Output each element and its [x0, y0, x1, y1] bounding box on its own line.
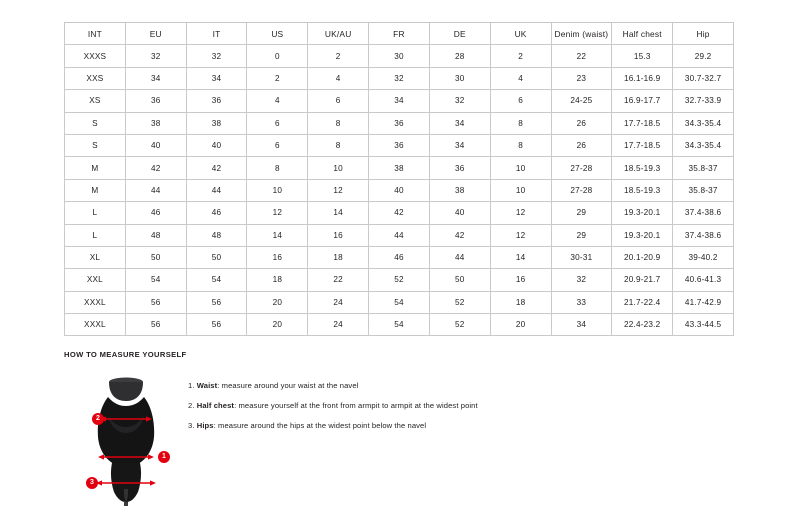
table-cell: 12: [247, 202, 308, 224]
table-cell: 6: [247, 134, 308, 156]
table-cell: 6: [247, 112, 308, 134]
table-cell: 34: [429, 134, 490, 156]
table-cell: 29.2: [673, 45, 734, 67]
table-row: [65, 224, 734, 246]
table-cell: 44: [429, 246, 490, 268]
table-cell: 54: [125, 269, 186, 291]
table-cell: XL: [65, 246, 126, 268]
table-cell: 24: [308, 291, 369, 313]
table-cell: 24-25: [551, 90, 612, 112]
table-row: [65, 314, 734, 336]
table-cell: 34.3-35.4: [673, 134, 734, 156]
table-cell: 26: [551, 134, 612, 156]
table-cell: 44: [369, 224, 430, 246]
table-cell: 34.3-35.4: [673, 112, 734, 134]
table-cell: 46: [186, 202, 247, 224]
table-cell: 36: [186, 90, 247, 112]
table-cell: 54: [369, 291, 430, 313]
table-cell: XS: [65, 90, 126, 112]
table-cell: 18.5-19.3: [612, 157, 673, 179]
table-cell: 54: [369, 314, 430, 336]
table-cell: 43.3-44.5: [673, 314, 734, 336]
column-header: INT: [65, 23, 126, 45]
table-cell: XXXL: [65, 314, 126, 336]
table-row: [65, 179, 734, 201]
table-cell: 8: [308, 112, 369, 134]
table-cell: 4: [490, 67, 551, 89]
table-cell: 32: [551, 269, 612, 291]
table-cell: 14: [308, 202, 369, 224]
measure-note-label: Hips: [196, 421, 214, 430]
how-to-measure-section: [64, 350, 764, 506]
table-cell: 18.5-19.3: [612, 179, 673, 201]
table-cell: 20: [247, 291, 308, 313]
column-header: Half chest: [612, 23, 673, 45]
table-cell: 12: [490, 224, 551, 246]
table-row: [65, 269, 734, 291]
table-cell: 35.8-37: [673, 157, 734, 179]
table-cell: 18: [490, 291, 551, 313]
table-cell: 16.9-17.7: [612, 90, 673, 112]
column-header: EU: [125, 23, 186, 45]
table-cell: 35.8-37: [673, 179, 734, 201]
table-cell: 46: [125, 202, 186, 224]
table-cell: 34: [369, 90, 430, 112]
table-cell: 21.7-22.4: [612, 291, 673, 313]
measure-note-index: 3.: [188, 421, 195, 430]
table-cell: 34: [186, 67, 247, 89]
table-cell: 33: [551, 291, 612, 313]
table-header-row: [65, 23, 734, 45]
column-header: IT: [186, 23, 247, 45]
table-row: [65, 45, 734, 67]
table-cell: 28: [429, 45, 490, 67]
table-cell: 2: [308, 45, 369, 67]
table-cell: 52: [429, 314, 490, 336]
how-to-measure-title: HOW TO MEASURE YOURSELF: [64, 350, 187, 359]
table-cell: 6: [308, 90, 369, 112]
table-cell: 50: [429, 269, 490, 291]
table-cell: 34: [429, 112, 490, 134]
table-cell: 19.3-20.1: [612, 224, 673, 246]
table-cell: L: [65, 202, 126, 224]
table-cell: 14: [490, 246, 551, 268]
table-row: [65, 90, 734, 112]
table-cell: S: [65, 112, 126, 134]
table-cell: 30.7-32.7: [673, 67, 734, 89]
table-cell: 27-28: [551, 157, 612, 179]
table-cell: 52: [369, 269, 430, 291]
table-cell: 42: [186, 157, 247, 179]
table-cell: 0: [247, 45, 308, 67]
table-cell: 56: [186, 314, 247, 336]
how-to-measure-body: [64, 371, 764, 506]
table-row: [65, 246, 734, 268]
measure-note-index: 2.: [188, 401, 195, 410]
table-cell: 17.7-18.5: [612, 134, 673, 156]
table-cell: 37.4-38.6: [673, 224, 734, 246]
table-cell: 18: [247, 269, 308, 291]
measure-note-hips: [188, 421, 478, 430]
column-header: Denim (waist): [551, 23, 612, 45]
table-cell: 52: [429, 291, 490, 313]
table-cell: 54: [186, 269, 247, 291]
table-cell: 27-28: [551, 179, 612, 201]
table-cell: 38: [429, 179, 490, 201]
table-cell: 56: [125, 291, 186, 313]
column-header: DE: [429, 23, 490, 45]
table-cell: 42: [429, 224, 490, 246]
table-cell: 44: [125, 179, 186, 201]
measure-note-waist: [188, 381, 478, 390]
table-row: [65, 202, 734, 224]
table-cell: 29: [551, 202, 612, 224]
table-cell: 50: [125, 246, 186, 268]
table-cell: 8: [490, 134, 551, 156]
table-cell: 40: [186, 134, 247, 156]
table-cell: 41.7-42.9: [673, 291, 734, 313]
table-cell: 8: [247, 157, 308, 179]
table-cell: XXL: [65, 269, 126, 291]
table-cell: 48: [186, 224, 247, 246]
table-cell: 42: [369, 202, 430, 224]
table-cell: 40.6-41.3: [673, 269, 734, 291]
table-cell: 26: [551, 112, 612, 134]
badge-waist: 1: [158, 451, 170, 463]
table-cell: 50: [186, 246, 247, 268]
table-row: [65, 157, 734, 179]
table-cell: M: [65, 157, 126, 179]
measure-note-index: 1.: [188, 381, 195, 390]
table-cell: 30-31: [551, 246, 612, 268]
table-cell: 40: [369, 179, 430, 201]
measure-note-text: : measure yourself at the front from armpit to armpit at the widest point: [234, 401, 478, 410]
table-cell: 8: [308, 134, 369, 156]
table-cell: 37.4-38.6: [673, 202, 734, 224]
table-cell: 17.7-18.5: [612, 112, 673, 134]
table-cell: M: [65, 179, 126, 201]
table-cell: 34: [551, 314, 612, 336]
table-cell: 32: [125, 45, 186, 67]
table-cell: 48: [125, 224, 186, 246]
table-cell: 16: [308, 224, 369, 246]
table-cell: 12: [490, 202, 551, 224]
column-header: Hip: [673, 23, 734, 45]
measure-notes: [182, 371, 478, 441]
mannequin-illustration-icon: [64, 371, 182, 506]
table-cell: 2: [247, 67, 308, 89]
table-cell: 22: [308, 269, 369, 291]
table-cell: 4: [308, 67, 369, 89]
table-cell: 2: [490, 45, 551, 67]
table-cell: 16: [247, 246, 308, 268]
badge-hips: 3: [86, 477, 98, 489]
table-cell: XXXS: [65, 45, 126, 67]
table-cell: 32: [369, 67, 430, 89]
table-cell: 38: [369, 157, 430, 179]
table-cell: 36: [125, 90, 186, 112]
table-cell: 20.1-20.9: [612, 246, 673, 268]
mannequin-figure: [64, 371, 182, 506]
measure-note-text: : measure around your waist at the navel: [217, 381, 359, 390]
table-cell: 10: [247, 179, 308, 201]
table-cell: 38: [125, 112, 186, 134]
table-row: [65, 291, 734, 313]
table-cell: 40: [125, 134, 186, 156]
table-cell: 38: [186, 112, 247, 134]
table-cell: S: [65, 134, 126, 156]
table-cell: 19.3-20.1: [612, 202, 673, 224]
table-cell: 6: [490, 90, 551, 112]
table-row: [65, 67, 734, 89]
table-cell: 16: [490, 269, 551, 291]
table-cell: 23: [551, 67, 612, 89]
table-cell: 15.3: [612, 45, 673, 67]
table-cell: 30: [429, 67, 490, 89]
size-conversion-table: [64, 22, 734, 336]
measure-note-half-chest: [188, 401, 478, 410]
table-cell: 20.9-21.7: [612, 269, 673, 291]
table-cell: XXXL: [65, 291, 126, 313]
table-cell: 20: [247, 314, 308, 336]
table-cell: 30: [369, 45, 430, 67]
column-header: UK/AU: [308, 23, 369, 45]
table-cell: 8: [490, 112, 551, 134]
table-cell: 4: [247, 90, 308, 112]
column-header: US: [247, 23, 308, 45]
table-header: [65, 23, 734, 45]
table-cell: 42: [125, 157, 186, 179]
table-cell: 24: [308, 314, 369, 336]
table-cell: 39-40.2: [673, 246, 734, 268]
table-cell: 10: [490, 179, 551, 201]
table-cell: 22: [551, 45, 612, 67]
table-cell: 12: [308, 179, 369, 201]
table-cell: L: [65, 224, 126, 246]
table-cell: 40: [429, 202, 490, 224]
table-cell: 22.4-23.2: [612, 314, 673, 336]
table-cell: 36: [369, 134, 430, 156]
table-cell: 10: [308, 157, 369, 179]
badge-half-chest: 2: [92, 413, 104, 425]
column-header: UK: [490, 23, 551, 45]
table-cell: 44: [186, 179, 247, 201]
table-cell: 20: [490, 314, 551, 336]
table-body: [65, 45, 734, 336]
measure-note-text: : measure around the hips at the widest point below the navel: [213, 421, 427, 430]
column-header: FR: [369, 23, 430, 45]
table-cell: 56: [125, 314, 186, 336]
table-row: [65, 112, 734, 134]
table-row: [65, 134, 734, 156]
table-cell: 46: [369, 246, 430, 268]
table-cell: 18: [308, 246, 369, 268]
measure-note-label: Waist: [196, 381, 218, 390]
table-cell: 10: [490, 157, 551, 179]
table-cell: 14: [247, 224, 308, 246]
table-cell: 56: [186, 291, 247, 313]
measure-note-label: Half chest: [196, 401, 235, 410]
table-cell: 32: [429, 90, 490, 112]
table-cell: 34: [125, 67, 186, 89]
table-cell: 32.7-33.9: [673, 90, 734, 112]
table-cell: 36: [429, 157, 490, 179]
table-cell: 36: [369, 112, 430, 134]
table-cell: 16.1-16.9: [612, 67, 673, 89]
size-table-container: [64, 22, 734, 336]
table-cell: XXS: [65, 67, 126, 89]
table-cell: 32: [186, 45, 247, 67]
table-cell: 29: [551, 224, 612, 246]
